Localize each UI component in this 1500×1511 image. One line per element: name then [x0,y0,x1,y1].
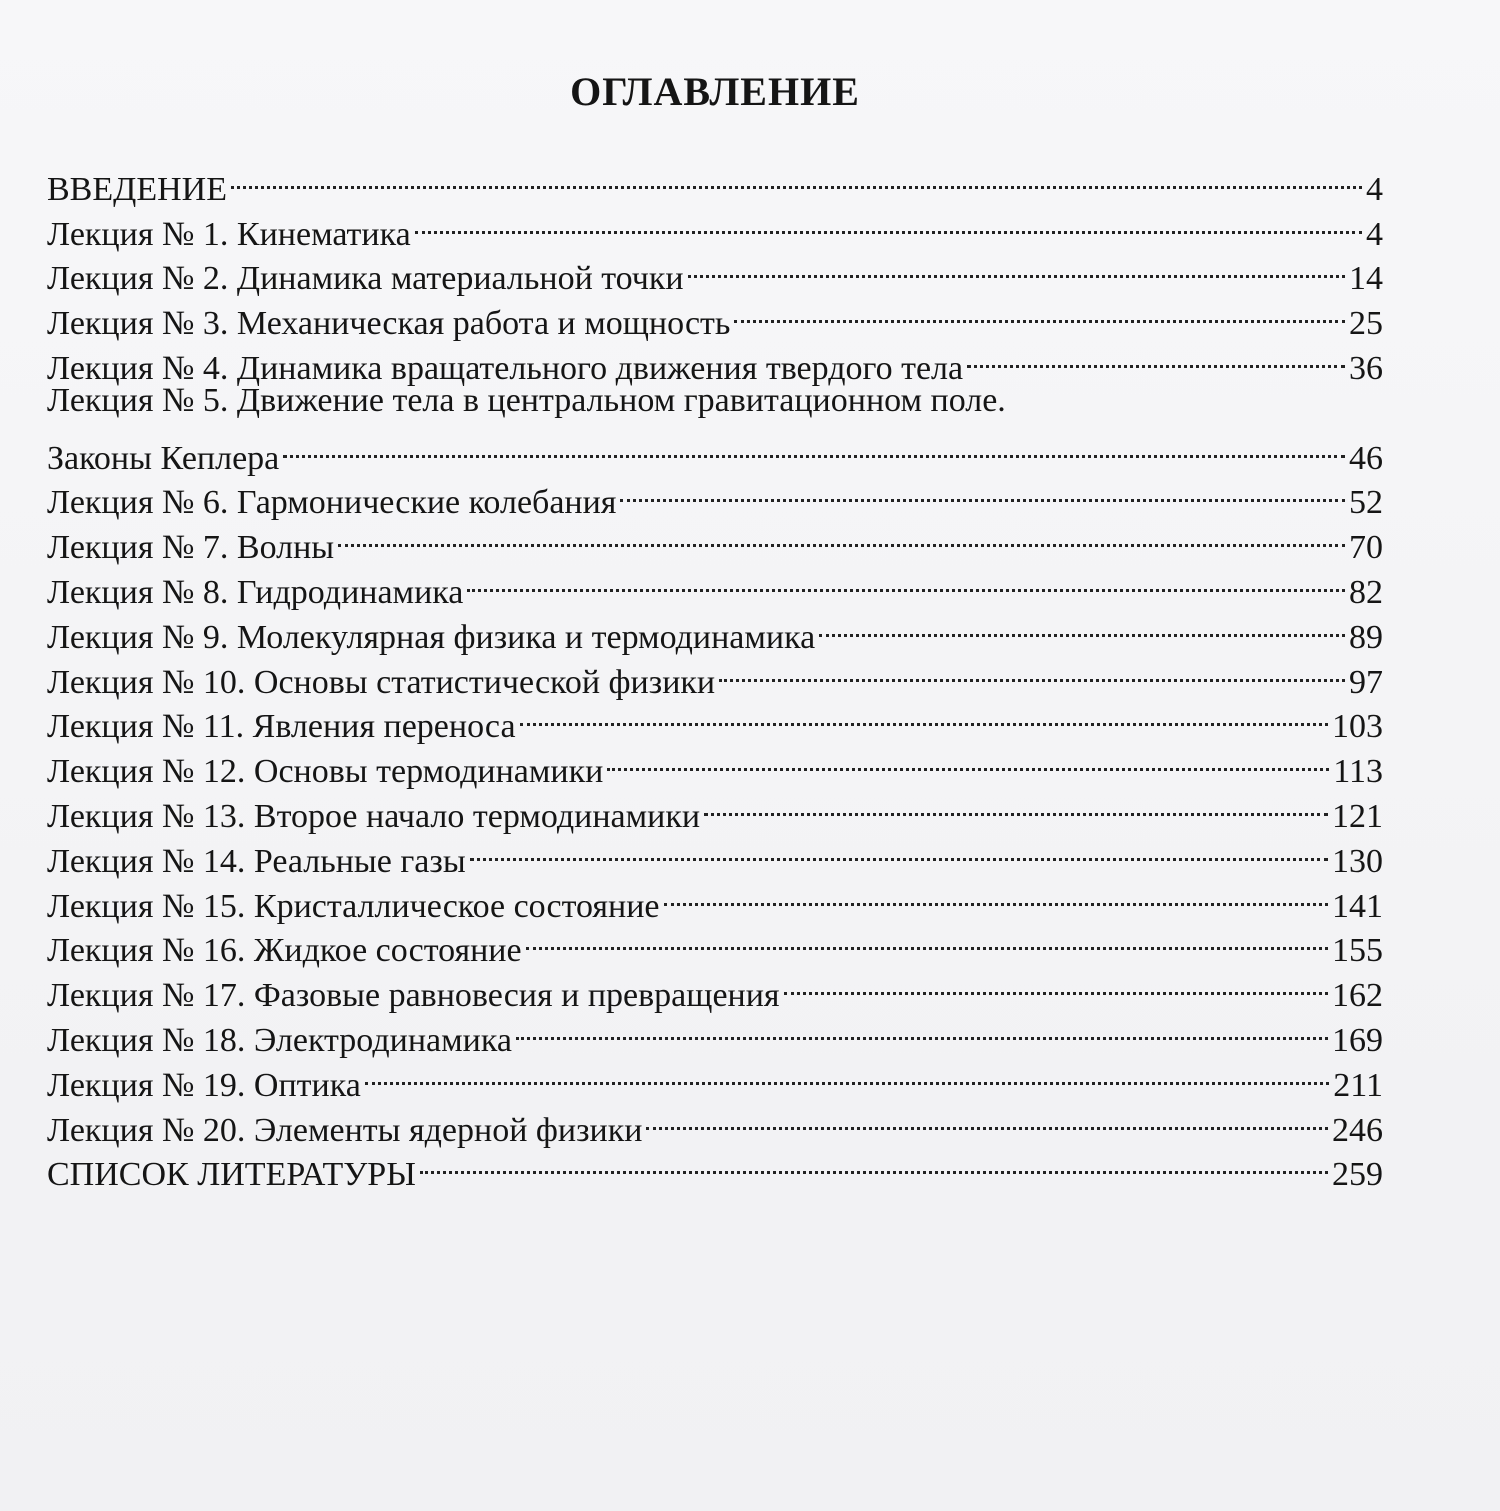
toc-entry-title: Лекция № 3. Механическая работа и мощность [47,305,731,343]
dot-leader [470,827,1328,872]
toc-entry-title: Лекция № 5. Движение тела в центральном гравитационном поле. [47,381,1006,419]
toc-entry-title: Лекция № 7. Волны [47,529,335,567]
dot-leader [784,961,1328,1006]
toc-entry-page-number: 36 [1349,349,1383,387]
toc-entry-title: СПИСОК ЛИТЕРАТУРЫ [47,1156,416,1194]
toc-entry-page-number: 4 [1366,215,1383,253]
toc-entry-page-number: 14 [1349,260,1383,298]
page-title: ОГЛАВЛЕНИЕ [570,69,860,114]
dot-leader [967,334,1345,379]
toc-entry-title: Лекция № 12. Основы термодинамики [47,753,604,791]
toc-entry-page-number: 103 [1332,708,1383,746]
toc-entry-page-number: 82 [1349,573,1383,611]
toc-entry-page-number: 89 [1349,618,1383,656]
toc-entry[interactable] [47,200,1383,253]
toc-entry-page-number: 155 [1332,932,1383,970]
toc-entry-title: ВВЕДЕНИЕ [47,170,227,208]
toc-entry-page-number: 130 [1332,842,1383,880]
dot-leader [688,245,1345,290]
toc-entry-title: Лекция № 16. Жидкое состояние [47,932,522,970]
dot-leader [646,1096,1328,1141]
toc-entry-page-number: 246 [1332,1111,1383,1149]
dot-leader [664,872,1329,917]
toc-entry[interactable] [47,424,1383,477]
dot-leader [704,782,1328,827]
toc-entry-page-number: 70 [1349,529,1383,567]
dot-leader [467,558,1345,603]
dot-leader [338,513,1345,558]
toc-entry-title: Лекция № 9. Молекулярная физика и термодинамика [47,618,816,656]
dot-leader [734,289,1345,334]
toc-entry-page-number: 259 [1332,1156,1383,1194]
toc-entry-page-number: 25 [1349,305,1383,343]
toc-entry-title: Законы Кеплера [47,439,280,477]
dot-leader [526,917,1328,962]
dot-leader [819,603,1345,648]
toc-entry-title: Лекция № 10. Основы статистической физики [47,663,716,701]
toc-entry-title: Лекция № 14. Реальные газы [47,842,466,880]
toc-entry-title: Лекция № 2. Динамика материальной точки [47,260,684,298]
dot-leader [420,1141,1328,1186]
toc-entry-title: Лекция № 1. Кинематика [47,215,411,253]
dot-leader [719,648,1345,693]
toc-entry-title: Лекция № 20. Элементы ядерной физики [47,1111,643,1149]
toc-entry-title: Лекция № 6. Гармонические колебания [47,484,617,522]
toc-entry-title: Лекция № 19. Оптика [47,1066,361,1104]
table-of-contents [47,155,1383,1194]
toc-entry-title: Лекция № 17. Фазовые равновесия и превращения [47,977,780,1015]
dot-leader [607,737,1329,782]
toc-entry[interactable] [47,379,1383,424]
toc-entry-page-number: 211 [1333,1066,1383,1104]
toc-entry-page-number: 4 [1366,170,1383,208]
toc-entry-title: Лекция № 4. Динамика вращательного движения твердого тела [47,349,964,387]
toc-entry[interactable] [47,155,1383,208]
dot-leader [365,1051,1329,1096]
toc-entry-page-number: 52 [1349,484,1383,522]
dot-leader [520,693,1328,738]
toc-entry-title: Лекция № 18. Электродинамика [47,1021,512,1059]
toc-entry-page-number: 141 [1332,887,1383,925]
dot-leader [415,200,1362,245]
dot-leader [231,155,1362,200]
toc-entry-title: Лекция № 11. Явления переноса [47,708,516,746]
toc-entry-title: Лекция № 8. Гидродинамика [47,573,464,611]
dot-leader [620,469,1345,514]
toc-entry-title: Лекция № 15. Кристаллическое состояние [47,887,660,925]
toc-entry-page-number: 46 [1349,439,1383,477]
dot-leader [516,1006,1328,1051]
toc-entry-page-number: 162 [1332,977,1383,1015]
toc-entry-page-number: 169 [1332,1021,1383,1059]
toc-entry-title: Лекция № 13. Второе начало термодинамики [47,797,701,835]
toc-entry-page-number: 113 [1333,753,1383,791]
toc-entry-page-number: 97 [1349,663,1383,701]
toc-entry-page-number: 121 [1332,797,1383,835]
dot-leader [283,424,1345,469]
